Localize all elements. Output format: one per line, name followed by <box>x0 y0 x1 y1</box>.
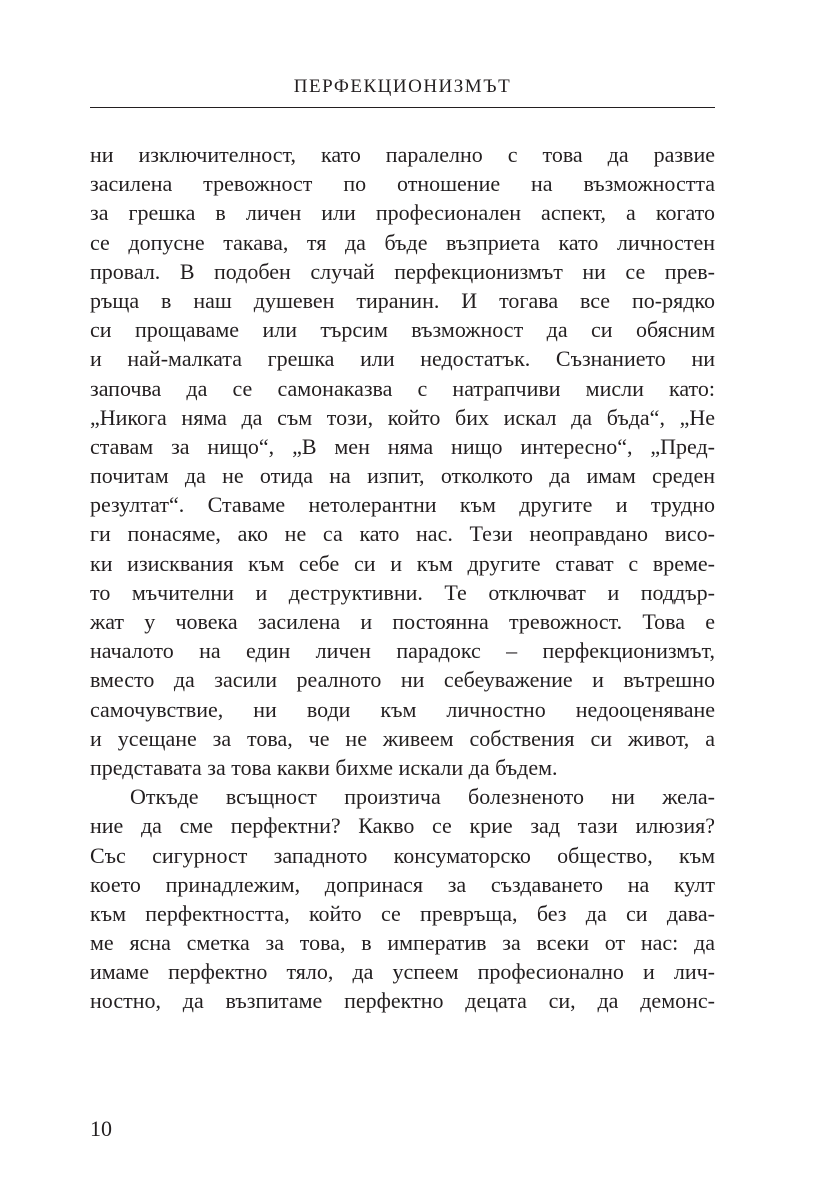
text-line: самочувствие, ни води към личностно недооценяване <box>90 696 715 722</box>
text-line: за грешка в личен или професионален аспект, а когато <box>90 200 715 226</box>
text-line: ние да сме перфектни? Какво се крие зад тази илюзия? <box>90 813 715 839</box>
text-line: „Никога няма да съм този, който бих искал да бъда“, „Не <box>90 404 715 430</box>
text-line: началото на един личен парадокс – перфекционизмът, <box>90 638 715 664</box>
header-rule <box>90 107 715 108</box>
text-line: вместо да засили реалното ни себеуважение и вътрешно <box>90 667 715 693</box>
text-line: жат у човека засилена и постоянна тревожност. Това е <box>90 609 715 634</box>
paragraph-1 <box>90 140 715 782</box>
text-line: си прощаваме или търсим възможност да си обясним <box>90 317 715 343</box>
text-line: имаме перфектно тяло, да успеем професионално и лич- <box>90 959 715 985</box>
text-line: то мъчителни и деструктивни. Те отключват и поддър- <box>90 579 715 605</box>
text-line: ставам за нищо“, „В мен няма нищо интересно“, „Пред- <box>90 433 715 459</box>
text-line: Откъде всъщност произтича болезненото ни жела- <box>130 784 715 810</box>
page-number: 10 <box>90 1116 112 1141</box>
text-line: ръща в наш душевен тиранин. И тогава все по-рядко <box>90 287 715 313</box>
text-line: резултат“. Ставаме нетолерантни към другите и трудно <box>90 492 715 518</box>
text-line: провал. В подобен случай перфекционизмът ни се прев- <box>90 258 715 284</box>
text-line: започва да се самонаказва с натрапчиви мисли като: <box>90 375 715 401</box>
text-line: ме ясна сметка за това, в императив за всеки от нас: да <box>90 930 715 956</box>
text-line: към перфектността, който се превръща, без да си дава- <box>90 900 715 926</box>
text-line: и усещане за това, че не живеем собствения си живот, а <box>90 725 715 751</box>
paragraph-2 <box>90 782 715 1016</box>
running-header-title: ПЕРФЕКЦИОНИЗМЪТ <box>293 76 512 97</box>
text-line: ки изисквания към себе си и към другите стават с време- <box>90 550 715 576</box>
text-line: ги понасяме, ако не са като нас. Тези неоправдано висо- <box>90 521 715 547</box>
text-line: почитам да не отида на изпит, отколкото да имам среден <box>90 463 715 489</box>
text-line: ни изключителност, като паралелно с това да развие <box>90 142 715 167</box>
text-line: което принадлежим, допринася за създаването на култ <box>90 871 715 897</box>
text-line: засилена тревожност по отношение на възможността <box>90 171 715 197</box>
text-line: ностно, да възпитаме перфектно децата си, да демонс- <box>90 988 715 1014</box>
text-line: Със сигурност западното консуматорско общество, към <box>90 842 715 868</box>
text-line: и най-малката грешка или недостатък. Съзнанието ни <box>90 346 715 372</box>
body-text <box>90 140 715 1016</box>
text-line: се допусне такава, тя да бъде възприета като личностен <box>90 229 715 255</box>
text-line: представата за това какви бихме искали да бъдем. <box>90 754 558 780</box>
